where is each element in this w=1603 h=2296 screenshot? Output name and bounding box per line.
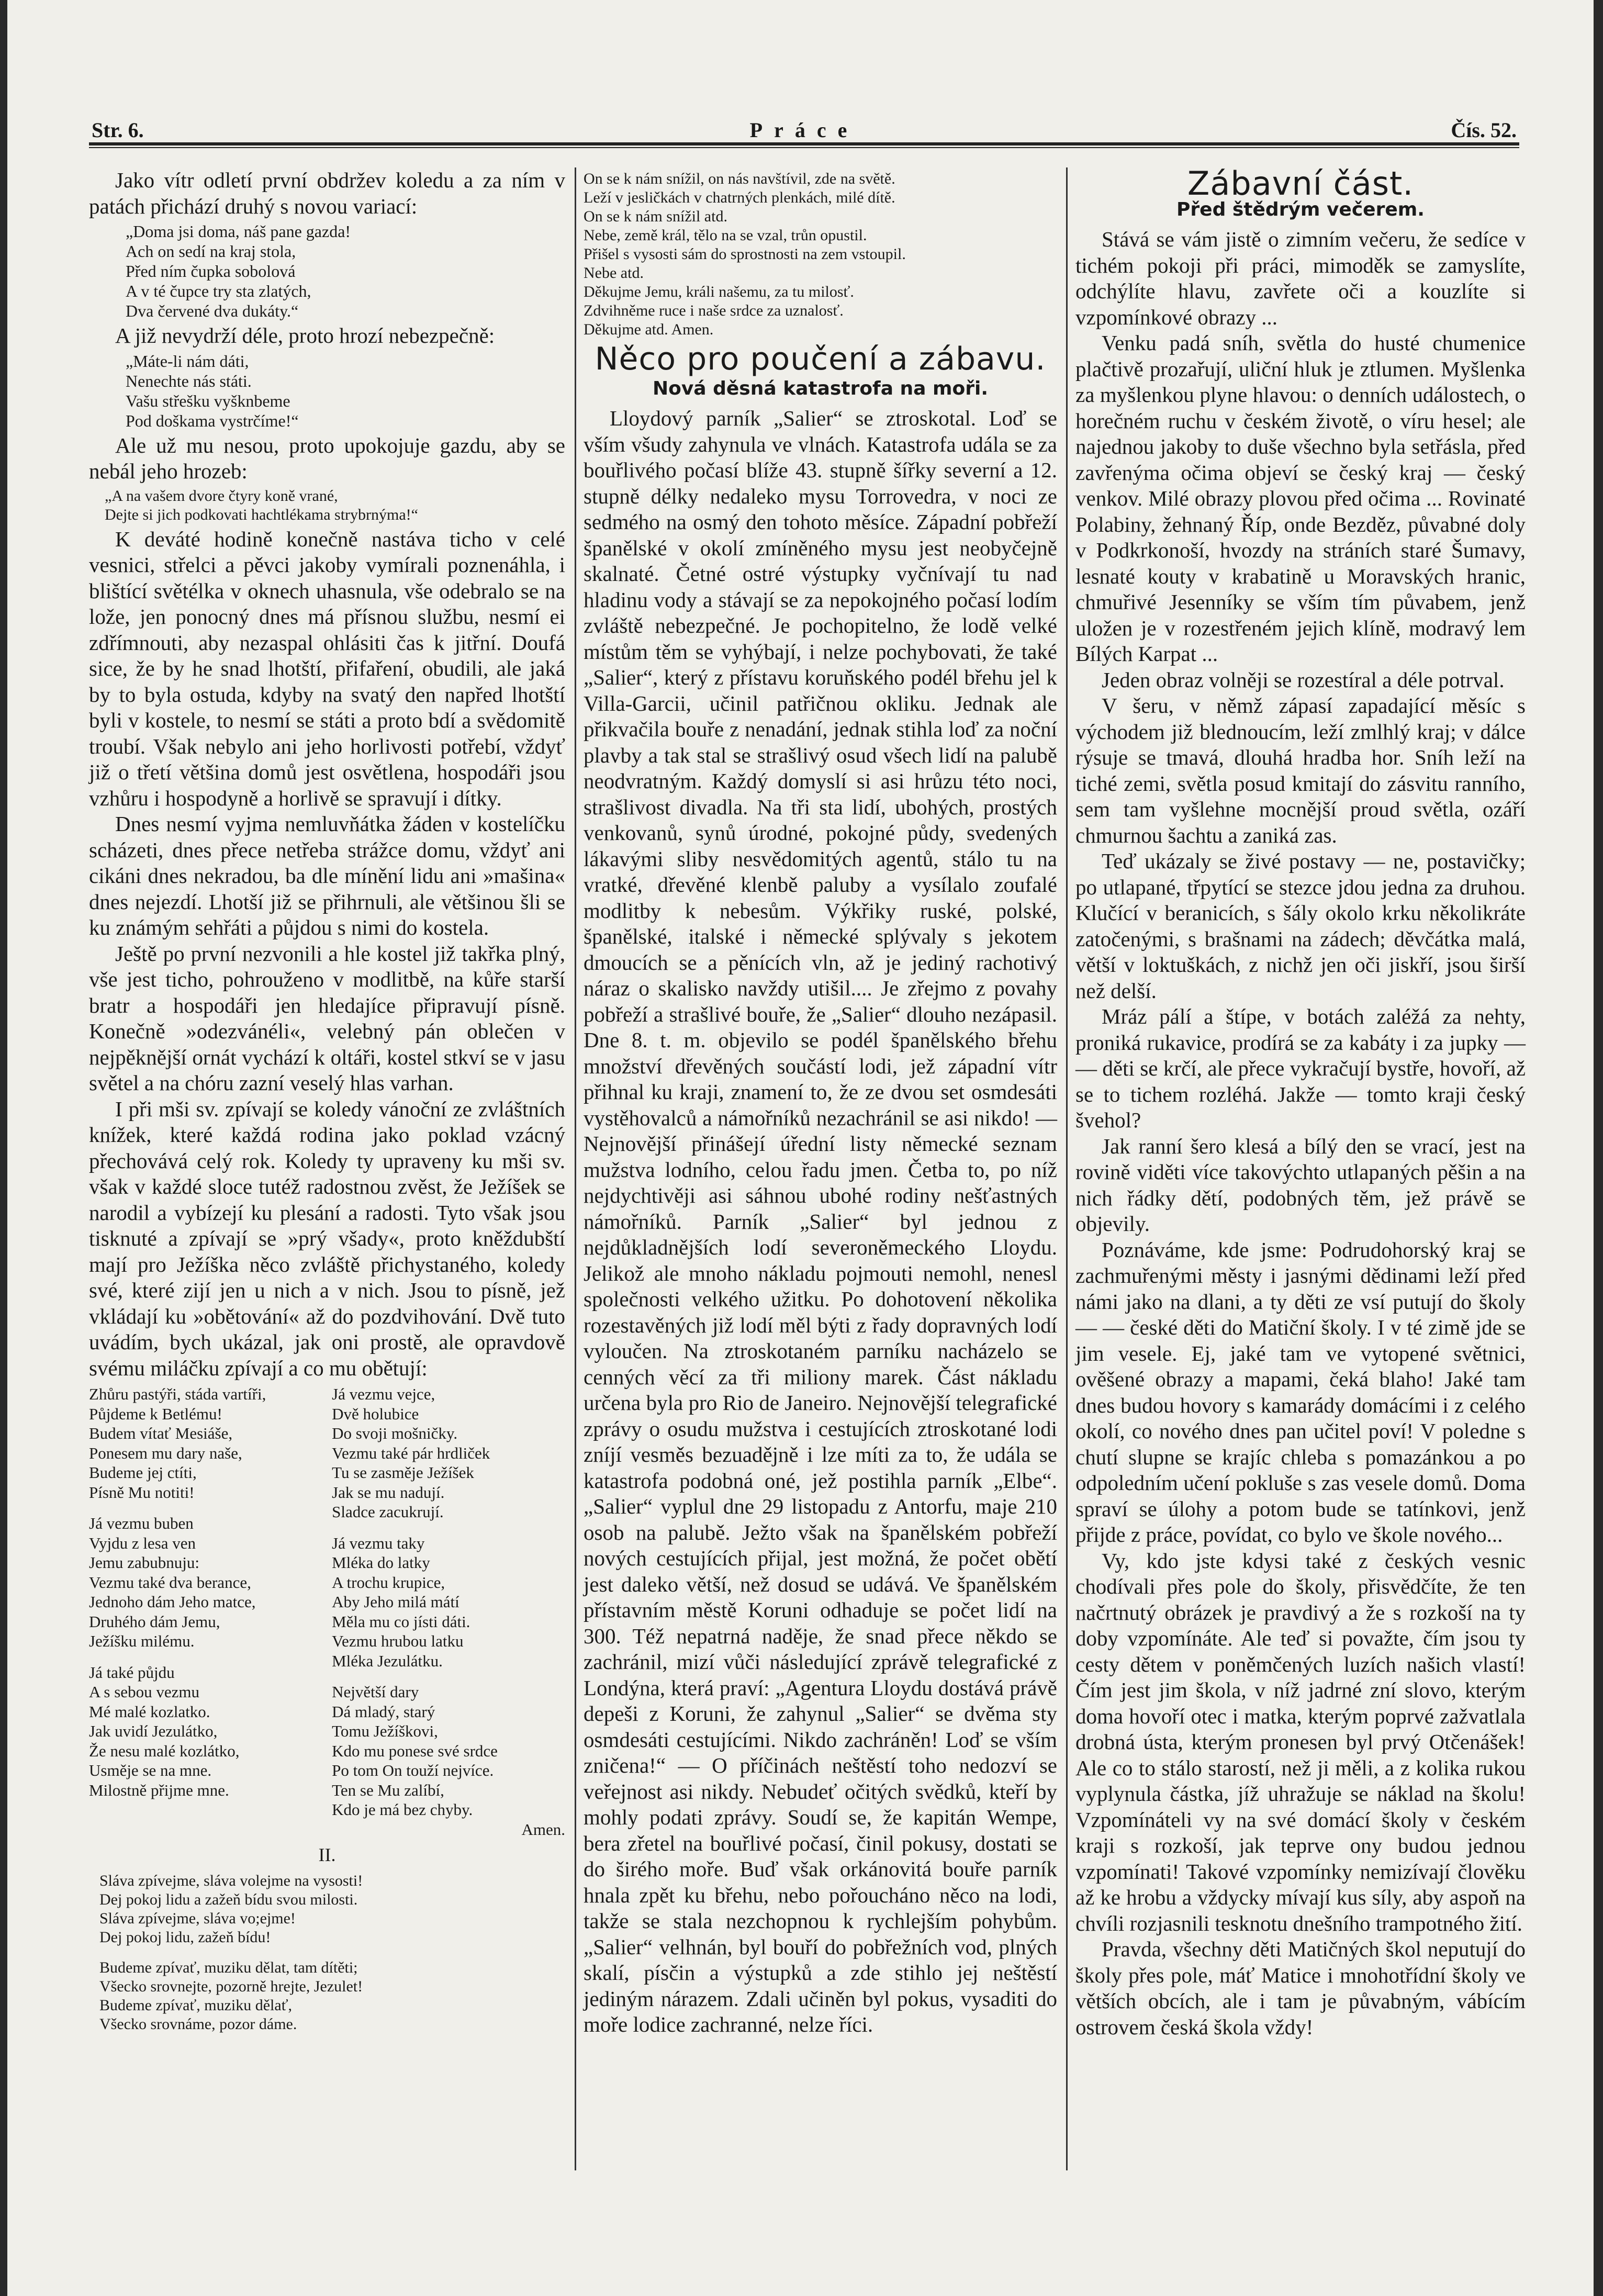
verse-line: On se k nám snížil atd. (584, 208, 727, 225)
page-header (92, 113, 1517, 144)
verse-line: Ach on sedí na kraj stola, (126, 242, 296, 261)
paragraph: Vy, kdo jste kdysi také z českých vesnic chodívali přes pole do školy, přisvědčíte, že ten načrtnutý obrázek je pravdivý a že s rozkoší na ty doby vzpomínáte. Ale teď si považte, čím jsou ty cesty dětem v poněmčených luzích našich vlastí! Čím jest jim škola, v níž jadrné zní slovo, kterým doma hovoří otec i matka, kterým poprvé zažvatlala drobná ústa, kterým pronesen byl prvý Otčenášek! Ale co to stálo starostí, než ji měli, a z kolika rukou vyplynula částka, jíž uhražuje se náklad na školu! Vzpomínáteli vy na své domácí školy v českém kraji s rozkoší, jak teprve ony budou jednou vzpomínati! Takové vzpomínky nemizívají člověku až ke hrobu a vždycky mívají kus síly, aby aspoň na chvíli rozjasnili tesknotu dnešního trampotného žití. (1075, 1548, 1526, 1935)
paragraph: I při mši sv. zpívají se koledy vánoční ze zvláštních knížek, které každá rodina jako poklad vzácný přechovává celý rok. Koledy ty upraveny ku mši sv. však v každé sloce tutéž radostnou zvěst, že Ježíšek se narodil a vybízejí ku plesání a radosti. Tyto však jsou tisknuté a zpívají se »prý všady«, proto kněždubští mají pro Ježíška něco zvláště přichystaného, koledy své, které zijí jen u nich a v nich. Jsou to písně, jež vkládají ku »obětování« až do pozdvihování. Dvě tuto uvádím, bych ukázal, jak oni prostě, ale opravdově svému miláčku zpívají a co mu obětují: (89, 1096, 565, 1380)
verse-line: A s sebou vezmu (89, 1683, 199, 1701)
verse (99, 1872, 565, 2034)
verse-line: Dva červené dva dukáty.“ (126, 301, 299, 320)
verse-line: Já vezmu vejce, (332, 1385, 435, 1403)
column-3 (1075, 164, 1526, 2040)
verse-line: Leží v jesličkách v chatrných plenkách, milé dítě. (584, 189, 895, 206)
verse-line: Měla mu co jísti dáti. (332, 1612, 470, 1631)
column-rule (1066, 167, 1068, 2170)
verse-line: Druhého dám Jemu, (89, 1612, 220, 1631)
paragraph: V šeru, v němž zápasí zapadající měsíc s východem již blednoucím, leží zmlhlý kraj; v dálce rýsuje se tmavá, dlouhá hradba hor. Sníh leží na tiché zemi, světla posud kmitají do zásvitu ranního, sem tam vyšlehne mocnější proud světla, ozáří chmurnou šachtu a zaniká zas. (1075, 693, 1526, 847)
verse-line: Nebe atd. (584, 264, 644, 282)
verse-line: Jak se mu nadují. (332, 1483, 445, 1502)
verse-line: Zdvihněme ruce i naše srdce za uznalosť. (584, 302, 844, 319)
issue-number: Čís. 52. (1451, 118, 1517, 142)
paragraph: A již nevydrží déle, proto hrozí nebezpečně: (115, 323, 495, 348)
verse-line: Tomu Ježíškovi, (332, 1722, 438, 1740)
verse-line: Sláva zpívejme, sláva volejme na vysosti! (99, 1872, 363, 1889)
verse-line: Budeme jej ctíti, (89, 1463, 197, 1482)
verse-line: „A na vašem dvore čtyry koně vrané, (105, 487, 338, 505)
verse-line: Budeme zpívať, muziku dělat, tam dítěti; (99, 1958, 358, 1976)
verse-line: Po tom On touží nejvíce. (332, 1761, 494, 1779)
paragraph: Lloydový parník „Salier“ se ztroskotal. Loď se vším všudy zahynula ve vlnách. Katastrofa udála se za bouřlivého počasí blíže 43. stupně šířky severní a 12. stupně délky nedaleko mysu Torrovedra, v noci ze sedmého na osmý den tohoto měsíce. Západní pobřeží španělské v okolí zmíněného mysu jest neobyčejně skalnaté. Četné ostré výstupky vyčnívají tu nad hladinu vody a stávají se za nepokojného počasí lodím zvláště nebezpečné. Je pochopitelno, že lodě velké místům těm se vyhýbají, i nelze pochybovati, že také „Salier“, který z přístavu koruňského podél břehu jel k Villa-Garcii, učinil patřičnou okliku. Jednak ale přikvačila bouře z nenadání, jednak stihla loď za noční plavby a tak stal se strašlivý osud všech lidí na palubě neodvratným. Každý domyslí si asi hrůzu této noci, strašlivost divadla. Na tři sta lidí, ubohých, prostých venkovanů, synů úrodné, pokojné půdy, svedených lákavými sliby nesvědomitých agentů, stálo tu na vratké, dřevěné klenbě paluby a vysílalo zoufalé modlitby k nebesům. Výkřiky ruské, polské, španělské, italské i německé splývaly s jekotem dmoucích se a pěnících vln, až je jediný rachotivý náraz o skalisko navždy utišil.... Je zřejmo z povahy pobřeží a strašlivé bouře, že „Salier“ dlouho nezápasil. Dne 8. t. m. objevilo se podél španělského břehu množství dřevěných součástí lodi, jež západní vítr přihnal ku kraji, znamení to, že ze dvou set osmdesáti vystěhovalců a námořníků nezachránil se asi nikdo! — Nejnovější přinášejí úřední listy německé seznam mužstva lodního, celou řadu jmen. Četba to, po níž nejdychtivěji asi sáhnou ubohé rodiny nešťastných námořníků. Parník „Salier“ byl jednou z nejdůkladnějších lodí severoněmeckého Lloydu. Jelikož ale mnoho nákladu pojmouti nemohl, nenesl společnosti velkého užitku. Po dohotovení několika rozestavěných již lodí měl býti z řady dopravných lodí vyloučen. Na ztroskotaném parníku nacházelo se cenných věcí za tři miliony marek. Část nákladu určena byla pro Rio de Janeiro. Nejnovější telegrafické zprávy o osudu mužstva i cestujících ztroskotané lodi zníjí vesměs bezuadějně i lze míti za to, že udála se katastrofa podobná oné, jež postihla parník „Elbe“. „Salier“ vyplul dne 29 listopadu z Antorfu, maje 210 osob na palubě. Ježto však na španělském pobřeží nových cestujících přijal, jest možná, že počet obětí jest daleko větší, než dosud se udává. Ve španělském přístavním městě Koruni odhaduje se počet lidí na 300. Též nepatrná naděje, že snad přece někdo se zachránil, mizí vůči následující zprávě telegrafické z Londýna, která praví: „Agentura Lloydu dostává právě depeši z Koruni, že zahynul „Salier“ se dvěma sty osmdesáti cestujícími. Nikdo zachráněn! Loď se vším zničena!“ — O příčinách neštěstí toho nedozví se veřejnost asi nikdy. Nebudeť očitých svědků, kteří by mohly podati zprávy. Soudí se, že kapitán Wempe, bera zřetel na bouřlivé počasí, činil pokusy, dostati se do širého moře. Buď však orkánovitá bouře parník hnala zpět ku břehu, nebo pořoucháno něco na lodi, takže se stala nezchopnou k rychlejším pohybům. „Salier“ velhnán, byl bouří do pobřežních vod, plných skalí, písčin a výstupků a zde stihlo jej neštěstí jediným nárazem. Zdali učiněn byl pokus, vysaditi do moře lodice zachranné, nelze říci. (584, 406, 1057, 2036)
verse-line: Půjdeme k Betlému! (89, 1404, 222, 1423)
verse-line: Jak uvidí Jezulátko, (89, 1722, 218, 1740)
paragraph: Pravda, všechny děti Matičných škol neputují do školy přes pole, máť Matice i mnohotřídní školy ve větších obcích, ale i tam je půvabným, vábícím ostrovem česká škola vždy! (1075, 1937, 1526, 2039)
verse-line: Aby Jeho milá mátí (332, 1593, 459, 1611)
verse-line: Já také půjdu (89, 1663, 175, 1682)
verse-line: Ten se Mu zalíbí, (332, 1780, 444, 1799)
verse-line: Dá mladý, starý (332, 1702, 435, 1721)
verse-line: Že nesu malé kozlátko, (89, 1741, 240, 1760)
verse-line: Dej pokoj lidu a zažeň bídu svou milosti. (99, 1890, 358, 1908)
verse-line: Budem vítať Mesiáše, (89, 1424, 233, 1442)
paragraph: Mráz pálí a štípe, v botách zaléžá za nehty, proniká rukavice, prodírá se za kabáty i za jupky — — děti se krčí, ale přece vykračují bystře, hovoří, až se to tichem rozléhá. Jakže — tomto kraji český švehol? (1075, 1004, 1526, 1132)
verse-line: Ponesem mu dary naše, (89, 1443, 242, 1462)
verse-line: Všecko srovnáme, pozor dáme. (99, 2015, 297, 2033)
verse (584, 170, 1057, 339)
verse-line: „Doma jsi doma, náš pane gazda! (126, 222, 351, 241)
verse-line: Mé malé kozlatko. (89, 1702, 210, 1721)
newspaper-title: Práce (749, 118, 859, 142)
verse-line: Mléka Jezulátku. (332, 1651, 443, 1670)
paragraph: Jak ranní šero klesá a bílý den se vrací, jest na rovině viděti více takovýchto utlapaných pěšin a na nich řádky dětí, podobných těm, jež právě se objevily. (1075, 1134, 1526, 1236)
verse-line: Mléka do latky (332, 1553, 430, 1572)
verse-line: Vyjdu z lesa ven (89, 1533, 196, 1552)
verse-line: Pod doškama vystrčíme!“ (126, 411, 299, 430)
verse-line: Kdo je má bez chyby. (332, 1800, 473, 1819)
verse-line: Ježíšku milému. (89, 1632, 195, 1650)
article-title: Nová děsná katastrofa na moři. (652, 377, 989, 399)
verse-line: A v té čupce try sta zlatých, (126, 282, 311, 300)
paragraph: Teď ukázaly se živé postavy — ne, postavičky; po utlapané, třpytící se stezce jdou jedna za druhou. Klučící v beranicích, s šály okolo krku několikráte zatočenými, s brašnami na zádech; děvčátka malá, větší v loktuškách, z nichž jen oči jiskří, jsou širší než delší. (1075, 849, 1526, 1003)
verse-line: Sláva zpívejme, sláva vo;ejme! (99, 1909, 296, 1927)
verse-line: Dejte si jich podkovati hachtlékama strybrnýma!“ (105, 506, 418, 523)
verse-line: Před ním čupka sobolová (126, 262, 296, 281)
page-number: Str. 6. (92, 118, 144, 142)
verse-line: Nebe, země král, tělo na se vzal, trůn opustil. (584, 227, 867, 244)
verse-line: Děkujme Jemu, králi našemu, za tu milosť. (584, 283, 854, 300)
paragraph: Ale už mu nesou, proto upokojuje gazdu, aby se nebál jeho hrozeb: (89, 433, 565, 483)
verse-line: Já vezmu taky (332, 1533, 425, 1552)
verse-line: Nenechte nás státi. (126, 371, 252, 390)
section-heading: Něco pro poučení a zábavu. (595, 341, 1046, 377)
verse-line: Vezmu také dva berance, (89, 1573, 251, 1592)
verse-line: Budeme zpívať, muziku dělať, (99, 1996, 293, 2014)
paragraph: Venku padá sníh, světla do husté chumenice plačtivě prozařují, uliční hluk je ztlumen. Myšlenka za myšlenkou plyne hlavou: o denních událostech, o horečném ruchu v českém životě, o víru hesel; ale najednou jakoby to duše všechno byla setřásla, před zavřenýma očima objeví se český kraj — český venkov. Milé obrazy plovou před očima ... Rovinaté Polabiny, žehnaný Říp, onde Bezděz, půvabné doly v Podkrkonoší, hvozdy na stráních staré Šumavy, lesnaté kouty v krabatině u Moravských hranic, chmuřivé Jesenníky se vším tím půvabem, jenž uložen je v rozestřeném jejich klíně, modravý lem Bílých Karpat ... (1075, 331, 1526, 666)
column-1 (89, 167, 565, 2036)
verse-line: Usměje se na mne. (89, 1761, 212, 1779)
paragraph: Jako vítr odletí první obdržev koledu a za ním v patách přichází druhý s novou variací: (89, 168, 565, 218)
verse (105, 487, 565, 524)
paragraph: K deváté hodině konečně nastáva ticho v celé vesnici, střelci a pěvci jakoby vymírali poznenáhla, i blištící světélka v oknech uhasnula, vše odebralo se na lože, jen ponocný dnes má přísnou službu, nesmí ei zdřímnouti, aby nezaspal ohlásiti čas k jitřní. Doufá sice, že by he snad lhotští, přifaření, obudili, ale jaká by to byla ostuda, kdyby na svatý den napřed lhotští byli v kostele, to nesmí se státi a proto bdí a svědomitě troubí. Však nebylo ani jeho horlivosti potřebí, vždyť již o třetí většina domů jest osvětlena, hospodáři jsou vzhůru i hospodyně a horlivě se spravují i dítky. (89, 527, 565, 810)
verse-line: Dvě holubice (332, 1404, 419, 1423)
verse-line: Písně Mu notiti! (89, 1483, 195, 1502)
section-number: II. (318, 1844, 336, 1865)
verse-line: Sladce zacukrují. (332, 1503, 444, 1521)
header-rule (89, 142, 1519, 148)
carol-column-left (89, 1384, 322, 1839)
paragraph: Stává se vám jistě o zimním večeru, že sedíce v tichém pokoji při práci, mimoděk se zamyslíte, odchýlíte hlavu, zavřete oči a kouzlíte si vzpomínkové obrazy ... (1075, 227, 1526, 329)
verse (126, 351, 565, 431)
carol-verses (89, 1384, 565, 1839)
verse-line: Vezmu také pár hrdliček (332, 1443, 490, 1462)
section-heading: Zábavní část. (1187, 164, 1414, 203)
verse-line: Já vezmu buben (89, 1514, 194, 1532)
verse-line: Přišel s vysosti sám do sprostnosti na zem vstoupil. (584, 245, 906, 263)
paragraph: Ještě po první nezvonili a hle kostel již takřka plný, vše jest ticho, pohrouženo v modlitbě, na kůře starší bratr a hospodáři jen hledajíce připravují písně. Konečně »odezvánéli«, velebný pán oblečen v nejpěknější ornát vychází k oltáři, kostel stkví se v jasu světel a na chóru zazní veselý hlas varhan. (89, 941, 565, 1095)
verse-line: Vezmu hrubou latku (332, 1632, 464, 1650)
carol-column-right (332, 1384, 565, 1839)
verse-line: Všecko srovnejte, pozorně hrejte, Jezulet! (99, 1977, 363, 1995)
article-title: Před štědrým večerem. (1176, 198, 1425, 220)
amen: Amen. (521, 1820, 565, 1839)
verse-line: Jednoho dám Jeho matce, (89, 1593, 256, 1611)
column-rule (575, 167, 576, 2170)
verse-line: Milostně přijme mne. (89, 1780, 229, 1799)
verse-line: Do svoji mošničky. (332, 1424, 458, 1442)
verse-line: Největší dary (332, 1683, 419, 1701)
column-2 (584, 167, 1057, 2038)
verse-line: Zhůru pastýři, stáda vartíři, (89, 1385, 266, 1403)
paragraph: Jeden obraz volněji se rozestíral a déle potrval. (1102, 667, 1505, 692)
verse-line: Tu se zasměje Ježíšek (332, 1463, 474, 1482)
verse-line: Vašu střešku vyšknbeme (126, 391, 290, 410)
paragraph: Dnes nesmí vyjma nemluvňátka žáden v kostelíčku scházeti, dnes přece netřeba strážce domu, vždyť ani cikáni dnes nekradou, ba dle mínění lidu ani »mašina« dnes nejezdí. Lhotší již se přihrnuli, ale většinou šli se ku známým sehřáti a půjdou s nimi do kostela. (89, 812, 565, 939)
verse-line: Děkujme atd. Amen. (584, 321, 714, 338)
verse-line: On se k nám snížil, on nás navštívil, zde na světě. (584, 170, 895, 187)
verse-line: Kdo mu ponese své srdce (332, 1741, 498, 1760)
verse-line: „Máte-li nám dáti, (126, 351, 249, 371)
paragraph: Poznáváme, kde jsme: Podrudohorský kraj se zachmuřenými městy i jasnými dědinami leží před námi jako na dlani, a ty děti ze vsí putují do školy — — české děti do Matiční školy. I v té zimě jde se jim vesele. Ej, jaké tam ve vytopené světnici, ověšené obrazy a mapami, čeká blaho! Jaké tam dnes budou hovory s kamarády domácími i z celého okolí, co nového dnes pan učitel poví! V poledne s chutí slupne se krajíc chleba s pomazánkou a po odpoledním učení pokluše s zas vesele domů. Doma spraví se úlohy a potom bude se tatínkovi, jenž přijde z práce, povídat, co bylo ve škole nového... (1075, 1237, 1526, 1547)
verse-line: Dej pokoj lidu, zažeň bídu! (99, 1928, 271, 1946)
verse (126, 221, 565, 321)
verse-line: Jemu zabubnuju: (89, 1553, 199, 1572)
verse-line: A trochu krupice, (332, 1573, 445, 1592)
